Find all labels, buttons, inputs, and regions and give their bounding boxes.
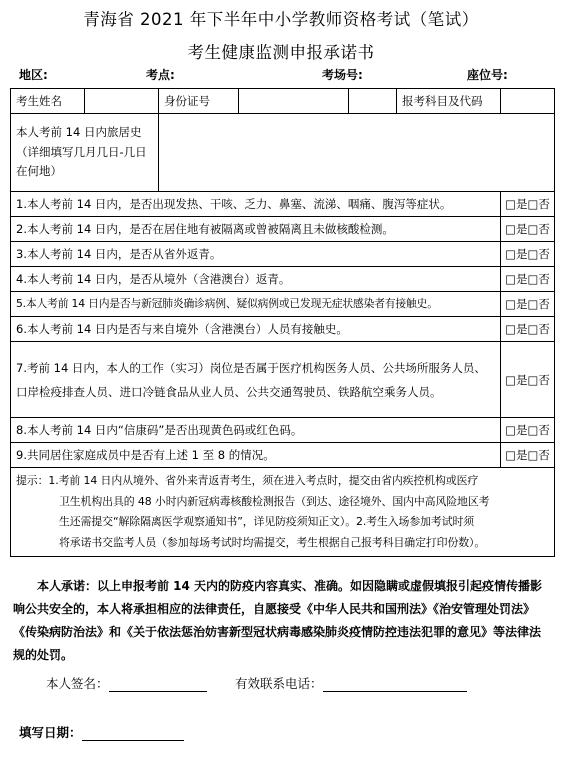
question-row [11, 443, 555, 468]
question-row [11, 292, 555, 317]
travel-label: 本人考前 14 日内旅居史（详细填写几月几日-几日在何地） [11, 114, 159, 192]
phone-field[interactable] [323, 678, 467, 692]
id-field[interactable] [239, 89, 349, 114]
yes-no-checkbox[interactable]: □是□否 [501, 292, 555, 317]
travel-row [11, 114, 555, 192]
commitment-statement: 本人承诺：以上申报考前 14 天内的防疫内容真实、准确。如因隐瞒或虚假填报引起疫情传播影响公共安全的，本人将承担相应的法律责任，自愿接受《中华人民共和国刑法》《治安管理处罚法》《传染病防治法》和《关于依法惩治妨害新型冠状病毒感染肺炎疫情防控违法犯罪的意见》等法律法规的处罚。 [13, 579, 543, 662]
date-field[interactable] [82, 727, 184, 741]
question-row [11, 192, 555, 217]
venue-label: 考点: [146, 68, 175, 82]
document-subtitle: 考生健康监测申报承诺书 [187, 43, 375, 62]
date-area [19, 723, 184, 741]
phone-area [235, 674, 467, 692]
question-row [11, 317, 555, 342]
subject-label: 报考科目及代码 [397, 89, 501, 114]
yes-no-checkbox[interactable]: □是□否 [501, 317, 555, 342]
document-title: 青海省 2021 年下半年中小学教师资格考试（笔试） [83, 10, 479, 29]
question-text: 5.本人考前 14 日内是否与新冠肺炎确诊病例、疑似病例或已发现无症状感染者有接触史。 [11, 292, 501, 317]
tip-line: 卫生机构出具的 48 小时内新冠病毒核酸检测报告（到达、途径境外、国内中高风险地区考 [59, 494, 490, 508]
yes-no-checkbox[interactable]: □是□否 [501, 192, 555, 217]
question-row [11, 418, 555, 443]
question-text: 2.本人考前 14 日内，是否在居住地有被隔离或曾被隔离且未做核酸检测。 [11, 217, 501, 242]
phone-label: 有效联系电话： [235, 676, 323, 691]
question-text: 3.本人考前 14 日内，是否从省外返青。 [11, 242, 501, 267]
signature-area [46, 674, 207, 692]
date-label: 填写日期： [19, 725, 82, 740]
question-text: 9.共同居住家庭成员中是否有上述 1 至 8 的情况。 [11, 443, 501, 468]
question-text: 7.考前 14 日内，本人的工作（实习）岗位是否属于医疗机构医务人员、公共场所服务人员、口岸检疫排查人员、进口冷链食品从业人员、公共交通驾驶员、铁路航空乘务人员。 [11, 342, 501, 418]
name-field[interactable] [85, 89, 159, 114]
room-label: 考场号: [322, 68, 363, 82]
question-row [11, 342, 555, 418]
question-row [11, 267, 555, 292]
region-label: 地区: [19, 68, 48, 82]
health-declaration-table [10, 88, 555, 557]
question-text: 8.本人考前 14 日内“信康码”是否出现黄色码或红色码。 [11, 418, 501, 443]
signature-field[interactable] [109, 678, 207, 692]
question-text: 1.本人考前 14 日内，是否出现发热、干咳、乏力、鼻塞、流涕、咽痛、腹泻等症状。 [11, 192, 501, 217]
signature-label: 本人签名： [46, 676, 109, 691]
question-row [11, 242, 555, 267]
tip-line: 将承诺书交监考人员（参加每场考试时均需提交，考生根据自己报考科目确定打印份数）。 [59, 535, 486, 549]
question-text: 4.本人考前 14 日内，是否从境外（含港澳台）返青。 [11, 267, 501, 292]
tip-line: 生还需提交“解除隔离医学观察通知书”，详见防疫须知正文）。2.考生入场参加考试时须 [59, 515, 475, 528]
tip-row [11, 468, 555, 557]
seat-label: 座位号: [467, 68, 508, 82]
travel-field[interactable] [159, 114, 555, 192]
yes-no-checkbox[interactable]: □是□否 [501, 418, 555, 443]
question-text: 6.本人考前 14 日内是否与来自境外（含港澳台）人员有接触史。 [11, 317, 501, 342]
tip-line: 提示：1.考前 14 日内从境外、省外来青返青考生，须在进入考点时，提交由省内疾控机构或医疗 [16, 474, 479, 487]
tip-text [11, 468, 555, 557]
yes-no-checkbox[interactable]: □是□否 [501, 242, 555, 267]
name-label: 考生姓名 [11, 89, 85, 114]
yes-no-checkbox[interactable]: □是□否 [501, 267, 555, 292]
info-row [11, 89, 555, 114]
id-label: 身份证号 [159, 89, 239, 114]
id-field-extra[interactable] [349, 89, 397, 114]
yes-no-checkbox[interactable]: □是□否 [501, 217, 555, 242]
subject-field[interactable] [501, 89, 555, 114]
question-row [11, 217, 555, 242]
yes-no-checkbox[interactable]: □是□否 [501, 443, 555, 468]
yes-no-checkbox[interactable]: □是□否 [501, 342, 555, 418]
